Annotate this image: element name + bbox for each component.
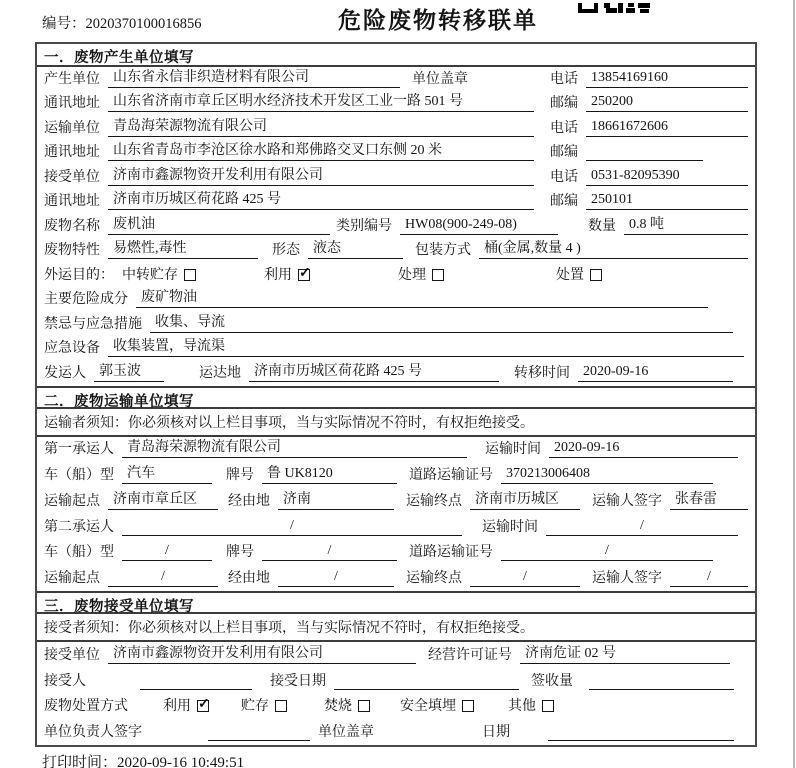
taboo-measures-value: 收集、导流	[150, 311, 733, 333]
disposal-other-label: 其他	[508, 699, 536, 715]
row-hazard-component	[37, 288, 755, 313]
dispatcher-label: 发运人	[44, 365, 86, 381]
purpose-dispose-label: 处置	[556, 267, 584, 283]
row-acceptor	[37, 668, 755, 694]
row-transporter-unit	[37, 116, 755, 141]
road-license-2-value: /	[501, 543, 713, 561]
purpose-treat-label: 处理	[398, 267, 426, 283]
row-vehicle-1	[37, 462, 755, 488]
responsible-sign-label: 单位负责人签字	[44, 725, 142, 741]
permit-number-label: 经营许可证号	[428, 647, 512, 663]
transfer-purpose-label: 外运目的：	[44, 267, 114, 283]
second-carrier-value: /	[122, 518, 462, 536]
page-edge-divider	[793, 0, 795, 768]
destination-value: 济南市历城区荷花路 425 号	[249, 360, 499, 382]
receiver-unit-value: 济南市鑫源物资开发利用有限公司	[108, 164, 534, 186]
row-emergency-equipment	[37, 337, 755, 362]
purpose-dispose-checkbox	[590, 269, 602, 281]
accept-date-value	[334, 676, 519, 690]
responsible-sign-value	[208, 727, 310, 741]
qr-code-partial-icon	[578, 0, 652, 10]
transporter-unit-value: 青岛海荣源物流有限公司	[108, 115, 534, 137]
unit-seal-3-label: 单位盖章	[318, 725, 374, 741]
transporter-address-value: 山东省青岛市李沧区徐水路和郑佛路交叉口东侧 20 米	[108, 139, 534, 161]
transport-time-1-label: 运输时间	[485, 442, 541, 458]
transporter-zip-label: 邮编	[550, 145, 578, 160]
document-number-value: 2020370100016856	[85, 16, 202, 32]
route-start-2-value: /	[108, 569, 218, 587]
row-dispatcher	[37, 361, 755, 386]
sign-date-value	[548, 727, 734, 741]
purpose-treat-checkbox	[432, 269, 444, 281]
acceptor-value	[140, 676, 252, 690]
generator-unit-label: 产生单位	[44, 71, 100, 87]
second-carrier-label: 第二承运人	[44, 519, 114, 535]
row-waste-character	[37, 239, 755, 264]
receiver-phone-value: 0531-82095390	[586, 168, 748, 186]
accept-date-label: 接受日期	[270, 673, 326, 689]
row-first-carrier	[37, 437, 755, 463]
row-receiver-unit	[37, 165, 755, 190]
waste-name-value: 废机油	[108, 213, 330, 235]
route-start-1-label: 运输起点	[44, 493, 100, 509]
receiving-unit-label: 接受单位	[44, 647, 100, 663]
disposal-method-label: 废物处置方式	[44, 699, 128, 715]
row-generator-unit	[37, 67, 755, 92]
row-taboo-measures	[37, 312, 755, 337]
hazard-component-label: 主要危险成分	[44, 292, 128, 307]
generator-unit-value: 山东省永信非织造材料有限公司	[108, 66, 400, 88]
print-time-label: 打印时间：	[42, 755, 118, 768]
plate-number-1-label: 牌号	[226, 468, 254, 484]
route-end-1-value: 济南市历城区	[470, 488, 580, 510]
transporter-notice: 运输者须知：你必须核对以上栏目事项，当与实际情况不符时，有权拒绝接受。	[37, 409, 755, 437]
waste-form-label: 形态	[272, 243, 300, 258]
transporter-zip-value	[586, 147, 703, 161]
print-time	[42, 751, 244, 768]
section-2-heading: 二．废物运输单位填写	[37, 386, 755, 409]
route-via-1-label: 经由地	[228, 493, 270, 509]
receiver-phone-label: 电话	[550, 169, 578, 185]
generator-address-value: 山东省济南市章丘区明水经济技术开发区工业一路 501 号	[108, 90, 534, 112]
route-via-2-label: 经由地	[228, 571, 270, 587]
packaging-value: 桶(金属,数量 4 )	[479, 237, 748, 259]
road-license-2-label: 道路运输证号	[409, 545, 493, 561]
carrier-sign-1-label: 运输人签字	[592, 493, 662, 509]
row-disposal-method	[37, 694, 755, 720]
transporter-unit-label: 运输单位	[44, 120, 100, 136]
document-header	[0, 0, 796, 42]
route-end-1-label: 运输终点	[406, 493, 462, 509]
road-license-1-value: 370213006408	[501, 466, 713, 484]
waste-character-label: 废物特性	[44, 243, 100, 258]
plate-number-2-label: 牌号	[226, 545, 254, 561]
row-receiving-unit	[37, 642, 755, 668]
plate-number-1-value: 鲁 UK8120	[262, 462, 397, 484]
disposal-incinerate-checkbox	[358, 700, 370, 712]
dispatcher-value: 郭玉波	[94, 360, 164, 382]
route-end-2-label: 运输终点	[406, 571, 462, 587]
waste-character-value: 易燃性,毒性	[108, 237, 258, 259]
disposal-other-checkbox	[542, 700, 554, 712]
received-quantity-value	[589, 676, 734, 690]
disposal-incinerate-label: 焚烧	[324, 699, 352, 715]
route-start-2-label: 运输起点	[44, 571, 100, 587]
route-start-1-value: 济南市章丘区	[108, 488, 218, 510]
row-second-carrier	[37, 514, 755, 540]
transfer-time-value: 2020-09-16	[578, 364, 733, 382]
disposal-store-label: 贮存	[241, 699, 269, 715]
section-1-heading: 一．废物产生单位填写	[37, 44, 755, 67]
carrier-sign-1-value: 张春雷	[670, 488, 748, 510]
manifest-table	[35, 42, 757, 747]
road-license-1-label: 道路运输证号	[409, 468, 493, 484]
unit-seal-label: 单位盖章	[412, 71, 468, 87]
row-vehicle-2	[37, 540, 755, 566]
first-carrier-label: 第一承运人	[44, 442, 114, 458]
hazard-component-value: 废矿物油	[136, 286, 708, 308]
route-via-2-value: /	[278, 569, 394, 587]
vehicle-type-1-label: 车（船）型	[44, 468, 114, 484]
row-generator-address	[37, 92, 755, 117]
page-title: 危险废物转移联单	[338, 8, 538, 33]
transport-time-1-value: 2020-09-16	[549, 440, 738, 458]
waste-quantity-value: 0.8 吨	[624, 213, 748, 235]
waste-name-label: 废物名称	[44, 218, 100, 234]
taboo-measures-label: 禁忌与应急措施	[44, 316, 142, 332]
purpose-utilize-checkbox	[298, 269, 310, 281]
row-waste-name	[37, 214, 755, 239]
waste-category-label: 类别编号	[336, 218, 392, 234]
row-receiver-address	[37, 190, 755, 215]
vehicle-type-1-value: 汽车	[122, 462, 212, 484]
acceptor-label: 接受人	[44, 673, 86, 689]
disposal-landfill-label: 安全填埋	[400, 699, 456, 715]
route-via-1-value: 济南	[278, 488, 394, 510]
generator-zip-label: 邮编	[550, 96, 578, 111]
destination-label: 运达地	[199, 365, 241, 381]
receiving-unit-value: 济南市鑫源物资开发利用有限公司	[108, 642, 416, 664]
transport-time-2-label: 运输时间	[482, 519, 538, 535]
first-carrier-value: 青岛海荣源物流有限公司	[122, 436, 467, 458]
route-end-2-value: /	[470, 569, 580, 587]
section-receiver	[37, 591, 755, 745]
generator-phone-value: 13854169160	[586, 70, 748, 88]
vehicle-type-2-value: /	[122, 543, 212, 561]
transfer-time-label: 转移时间	[514, 365, 570, 381]
disposal-utilize-label: 利用	[163, 699, 191, 715]
receiver-zip-value: 250101	[586, 192, 748, 210]
carrier-sign-2-value: /	[670, 569, 748, 587]
section-generator	[37, 44, 755, 386]
receiver-address-value: 济南市历城区荷花路 425 号	[108, 188, 534, 210]
transporter-address-label: 通讯地址	[44, 145, 100, 160]
generator-zip-value: 250200	[586, 94, 748, 112]
purpose-transfer-storage-label: 中转贮存	[122, 267, 178, 283]
vehicle-type-2-label: 车（船）型	[44, 545, 114, 561]
receiver-notice: 接受者须知：你必须核对以上栏目事项，当与实际情况不符时，有权拒绝接受。	[37, 614, 755, 642]
generator-address-label: 通讯地址	[44, 96, 100, 111]
receiver-unit-label: 接受单位	[44, 169, 100, 185]
generator-phone-label: 电话	[550, 71, 578, 87]
purpose-transfer-storage-checkbox	[184, 269, 196, 281]
print-time-value: 2020-09-16 10:49:51	[117, 755, 245, 768]
carrier-sign-2-label: 运输人签字	[592, 571, 662, 587]
row-route-1	[37, 488, 755, 514]
disposal-store-checkbox	[275, 700, 287, 712]
waste-form-value: 液态	[308, 237, 403, 259]
disposal-utilize-checkbox	[197, 700, 209, 712]
permit-number-value: 济南危证 02 号	[520, 642, 730, 664]
receiver-zip-label: 邮编	[550, 194, 578, 209]
plate-number-2-value: /	[262, 543, 397, 561]
waste-quantity-label: 数量	[588, 218, 616, 234]
purpose-utilize-label: 利用	[264, 267, 292, 283]
transporter-phone-value: 18661672606	[586, 119, 748, 137]
row-responsible-sign	[37, 719, 755, 745]
receiver-address-label: 通讯地址	[44, 194, 100, 209]
document-number-label: 编号：	[42, 16, 86, 32]
disposal-landfill-checkbox	[462, 700, 474, 712]
received-quantity-label: 签收量	[531, 673, 573, 689]
sign-date-label: 日期	[482, 725, 510, 741]
section-transporter	[37, 386, 755, 592]
transport-time-2-value: /	[546, 518, 738, 536]
packaging-label: 包装方式	[415, 243, 471, 258]
section-3-heading: 三．废物接受单位填写	[37, 591, 755, 614]
transporter-phone-label: 电话	[550, 120, 578, 136]
row-transporter-address	[37, 141, 755, 166]
emergency-equipment-label: 应急设备	[44, 341, 100, 356]
emergency-equipment-value: 收集装置，导流渠	[108, 335, 744, 357]
row-transfer-purpose	[37, 263, 755, 288]
row-route-2	[37, 565, 755, 591]
waste-category-value: HW08(900-249-08)	[400, 217, 558, 235]
